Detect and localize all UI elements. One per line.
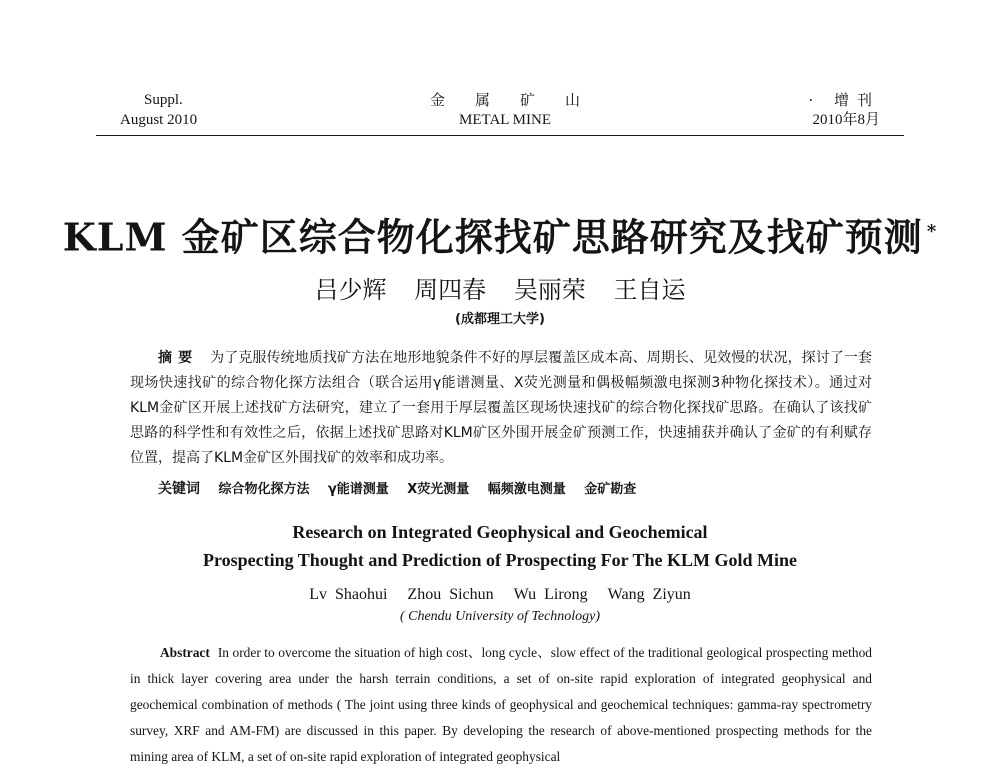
abstract-en <box>130 640 872 770</box>
author-cn: 周四春 <box>414 276 487 304</box>
author-cn: 吴丽荣 <box>513 276 586 304</box>
paper-title-en-line1: Research on Integrated Geophysical and Geochemical <box>292 522 708 542</box>
abstract-en-label: Abstract <box>160 645 210 660</box>
paper-title-en-line2: Prospecting Thought and Prediction of Prospecting For The KLM Gold Mine <box>202 550 798 570</box>
header-rule <box>96 135 904 136</box>
abstract-en-text: In order to overcome the situation of high cost、long cycle、slow effect of the traditional geological prospecting method in thick layer covering area under the harsh terrain conditions, a set of on-site rapid exploration of integrated geophysical and geochemical combination of methods ( The joint using three kinds of geophysical and geochemical techniques: gamma-ray spectrometry survey, XRF and AM-FM) are discussed in this paper. By developing the research of above-mentioned prospecting methods for the mining area of KLM, a set of on-site rapid exploration of integrated geophysical <box>130 645 872 764</box>
title-footnote-mark: * <box>926 221 938 242</box>
journal-name-cn: 金属矿山 <box>430 91 611 109</box>
keyword-cn: 幅频激电测量 <box>487 482 566 497</box>
authors-en <box>0 584 1000 606</box>
author-en: Wang Ziyun <box>607 586 691 603</box>
affiliation-cn: (成都理工大学) <box>455 312 545 327</box>
author-en: Wu Lirong <box>513 586 588 603</box>
header-left <box>120 90 260 130</box>
keywords-cn <box>158 478 878 501</box>
header-right <box>740 90 880 130</box>
header-supplement: Suppl. <box>144 92 183 108</box>
header-date-en: August 2010 <box>120 112 198 128</box>
keywords-cn-label: 关键词 <box>158 481 200 497</box>
keyword-cn: X荧光测量 <box>407 482 470 497</box>
paper-title-en <box>0 518 1000 574</box>
journal-name-en: METAL MINE <box>459 112 551 128</box>
author-en: Zhou Sichun <box>407 586 494 603</box>
author-cn: 王自运 <box>613 276 686 304</box>
keyword-cn: 综合物化探方法 <box>218 482 310 497</box>
author-cn: 吕少辉 <box>314 276 387 304</box>
keyword-cn: 金矿勘查 <box>584 482 637 497</box>
authors-cn <box>0 274 1000 306</box>
paper-title-text: KLM 金矿区综合物化探找矿思路研究及找矿预测 <box>62 214 923 260</box>
author-en: Lv Shaohui <box>309 586 388 603</box>
header-journal <box>400 90 610 130</box>
abstract-cn <box>130 346 872 471</box>
affiliation-en: ( Chendu University of Technology) <box>399 609 601 624</box>
paper-title-cn <box>0 208 1000 262</box>
abstract-cn-text: 为了克服传统地质找矿方法在地形地貌条件不好的厚层覆盖区成本高、周期长、见效慢的状况，探讨了一套现场快速找矿的综合物化探方法组合（联合运用γ能谱测量、X荧光测量和偶极幅频激电探测3种物化探技术）。通过对KLM金矿区开展上述找矿方法研究，建立了一套用于厚层覆盖区现场快速找矿的综合物化探找矿思路。在确认了该找矿思路的科学性和有效性之后，依据上述找矿思路对KLM矿区外围开展金矿预测工作，快速捕获并确认了金矿的有利赋存位置，提高了KLM金矿区外围找矿的效率和成功率。 <box>130 350 873 466</box>
header-date-cn: 2010年8月 <box>812 112 880 128</box>
header-supplement-cn: · 增刊 <box>808 91 880 109</box>
keyword-cn: γ能谱测量 <box>327 482 389 497</box>
abstract-cn-label: 摘要 <box>158 350 199 366</box>
